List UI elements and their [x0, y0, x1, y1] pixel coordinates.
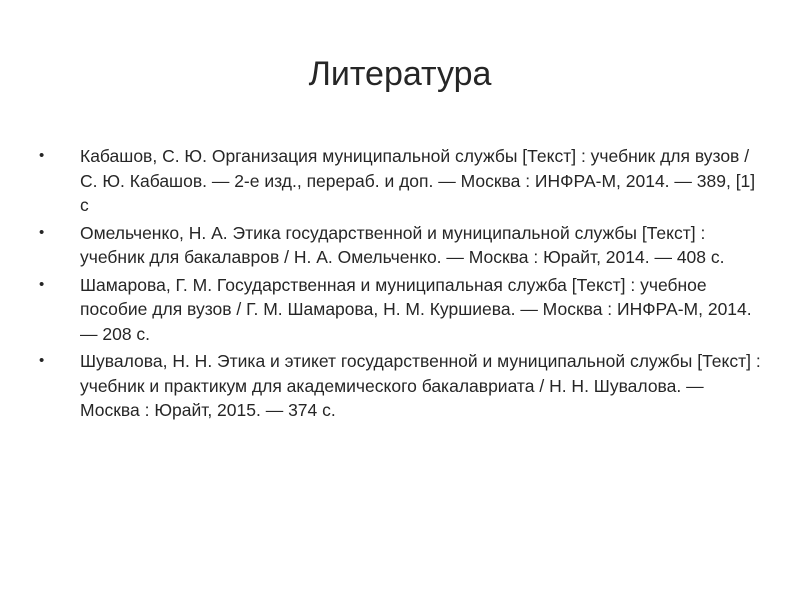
slide-title: Литература — [308, 55, 492, 93]
bullet-icon: • — [39, 147, 45, 164]
reference-text: Омельченко, Н. А. Этика государственной и муниципальной службы [Текст] : учебник для бакалавров / Н. А. Омельченко. — Москва : Юрайт, 2014. — 408 с. — [80, 222, 725, 267]
list-item — [36, 349, 764, 423]
reference-text: Шувалова, Н. Н. Этика и этикет государственной и муниципальной службы [Текст] : учебник и практикум для академического бакалавриата / Н. Н. Шувалова. — Москва : Юрайт, 2015. — 374 с. — [80, 351, 761, 420]
list-item — [36, 221, 764, 270]
reference-list — [36, 144, 764, 426]
bullet-icon: • — [39, 275, 45, 293]
reference-text: Шамарова, Г. М. Государственная и муниципальная служба [Текст] : учебное пособие для вузов / Г. М. Шамарова, Н. М. Куршиева. — Москва : ИНФРА-М, 2014. — 208 с. — [80, 274, 752, 344]
list-item — [36, 273, 764, 347]
list-item — [36, 144, 764, 218]
bullet-icon: • — [39, 352, 45, 369]
reference-text: Кабашов, С. Ю. Организация муниципальной службы [Текст] : учебник для вузов / С. Ю. Кабашов. — 2-е изд., перераб. и доп. — Москва : ИНФРА-М, 2014. — 389, [1] с — [80, 146, 756, 215]
bullet-icon: • — [39, 223, 45, 241]
